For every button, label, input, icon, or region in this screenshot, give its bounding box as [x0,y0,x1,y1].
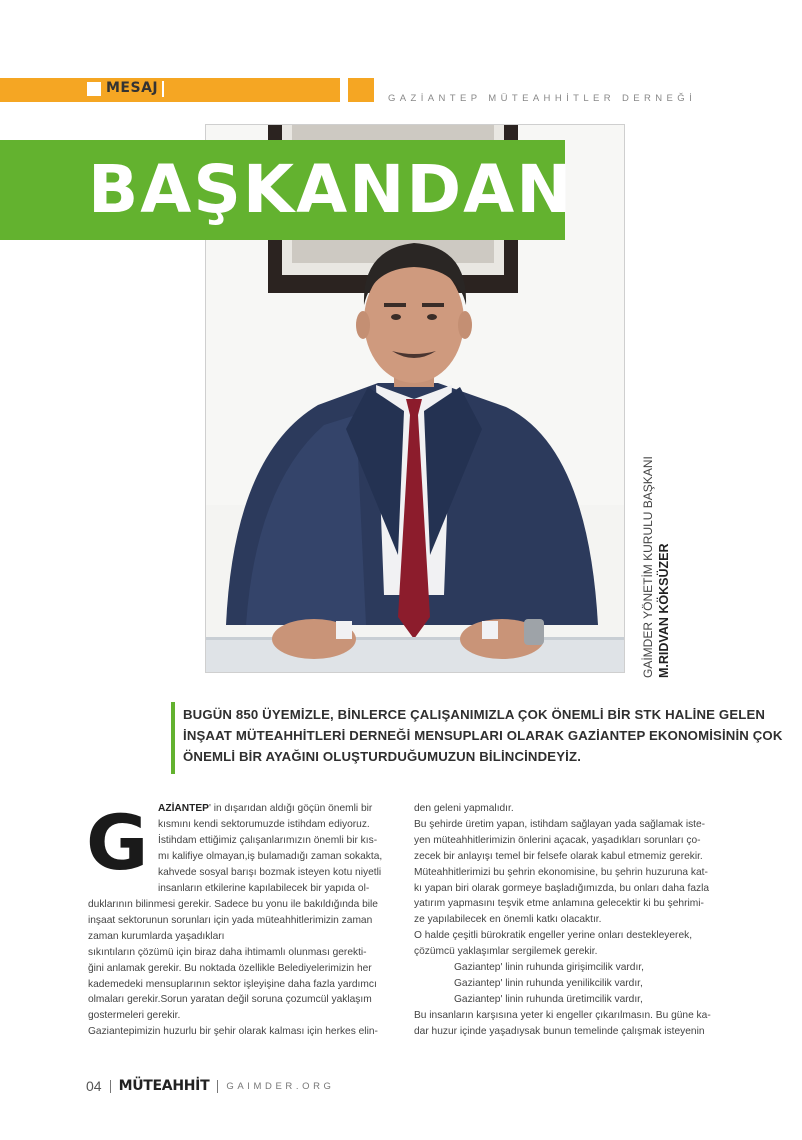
magazine-brand: MÜTEAHHİT [118,1078,210,1094]
section-square-icon [87,82,101,96]
drop-cap: G [86,798,149,887]
body-column-right [414,801,726,1040]
lead-word: AZİANTEP [158,803,209,814]
body-line: İstihdam ettiğimiz çalışanlarımızın önemli bir kıs- [158,834,378,846]
body-line: çözümcü yaklaşımlar sergilemek gerekir. [414,946,598,958]
body-line: kahvede sosyal barışı bozmak isteyen kotu niyetli [158,866,382,878]
association-name: GAZİANTEP MÜTEAHHİTLER DERNEĞİ [388,93,697,104]
body-line [158,801,402,817]
header-accent-block [348,78,374,102]
body-line: O halde çeşitli bürokratik engeller yerine onları destekleyerek, [414,930,693,942]
first-line-rest: ' in dışarıdan aldığı göçün önemli bir [208,803,373,814]
header-accent-bar [0,78,340,102]
intro-line: BUGÜN 850 ÜYEMİZLE, BİNLERCE ÇALIŞANIMIZLA ÇOK ÖNEMLİ BİR STK HALİNE GELEN [183,707,766,722]
body-line: ze yapılabilecek en önemli katkı olacaktır. [414,914,602,926]
body-line: sıkıntıların çözümü için biraz daha ihtimamlı olunması gerekti- [88,946,367,958]
body-column-left-top [158,801,402,896]
caption-role: GAİMDER YÖNETİM KURULU BAŞKANI [641,456,655,678]
footer-divider [217,1080,218,1093]
page-title: BAŞKANDAN [88,151,574,228]
body-line: Bu şehirde üretim yapan, istihdam sağlayan yada sağlamak iste- [414,818,706,830]
footer-divider [110,1080,111,1093]
body-column-left-bottom [88,897,402,1040]
intro-quote [183,704,783,767]
body-line: Bu insanların karşısına yeter ki engeller çıkarılmasın. Bu güne ka- [414,1009,711,1021]
caption-name: M.RIDVAN KÖKSÜZER [657,543,671,678]
body-line: yen müteahhitlerimizin önlerini açacak, yaşadıkları sorunları ço- [414,834,701,846]
body-line: zecek bir anlayışı temel bir felsefe olarak kabul etmemiz gerekir. [414,850,703,862]
body-line: insanların etkilerine kapılabilecek bir yapıda ol- [158,882,370,894]
body-line: den geleni yapmalıdır. [414,803,514,814]
body-line: kı yapan biri olarak gormeye başladığımızda, bu onları daha fazla [414,882,710,894]
body-line: mı kalifiye olmayan,iş bulamadığı zaman sokakta, [158,850,383,862]
intro-line: ÖNEMLİ BİR AYAĞINI OLUŞTURDUĞUMUZUN BİLİNCİNDEYİZ. [183,749,582,764]
intro-accent-bar [171,702,175,774]
body-line: kısmını kendi sektorumuzde istihdam ediyoruz. [158,818,370,830]
page-number: 04 [86,1078,102,1094]
body-line: olmaları gerekir.Sorun yaratan değil soruna çozumcül yaklaşım [88,994,372,1006]
indented-line: Gaziantep' linin ruhunda yenilikcilik vardır, [454,977,643,989]
body-line: dar huzur içinde yaşadıysak bunun temelinde çalışmak isteyenin [414,1025,705,1037]
body-line: zaman kurumlarda yaşadıkları [88,930,225,942]
body-line: Gaziantepimizin huzurlu bir şehir olarak kalması için herkes elin- [88,1026,378,1038]
intro-line: İNŞAAT MÜTEAHHİTLERİ DERNEĞİ MENSUPLARI OLARAK GAZİANTEP EKONOMİSİNİN ÇOK [183,728,783,743]
body-line: duklarının bilinmesi gerekir. Sadece bu yonu ile bakıldığında bile [88,899,378,910]
section-label: MESAJ [106,80,159,96]
body-line: Müteahhitlerimizi bu şehrin ekonomisine, bu şehrin huzuruna kat- [414,866,708,878]
body-line: kademedeki mensuplarının sektor işleyişine daha fazla yardımcı [88,978,377,990]
photo-caption [640,438,672,678]
body-line: inşaat sektorunun sorunları için yada müteahhitlerimizin zaman [88,914,373,926]
section-divider [162,81,164,97]
body-line: gostermeleri gerekir. [88,1010,181,1022]
indented-line: Gaziantep' linin ruhunda üretimcilik vardır, [454,993,643,1005]
body-line: ğini anlamak gerekir. Bu noktada özellikle Belediyelerimizin her [88,962,372,974]
page-footer [86,1077,335,1095]
body-line: yatırım yapmasını teşvik etme anlamına gelecektir ki bu şehrimi- [414,898,704,910]
indented-line: Gaziantep' linin ruhunda girişimcilik vardır, [454,962,644,974]
website-link[interactable]: GAIMDER.ORG [226,1080,335,1092]
